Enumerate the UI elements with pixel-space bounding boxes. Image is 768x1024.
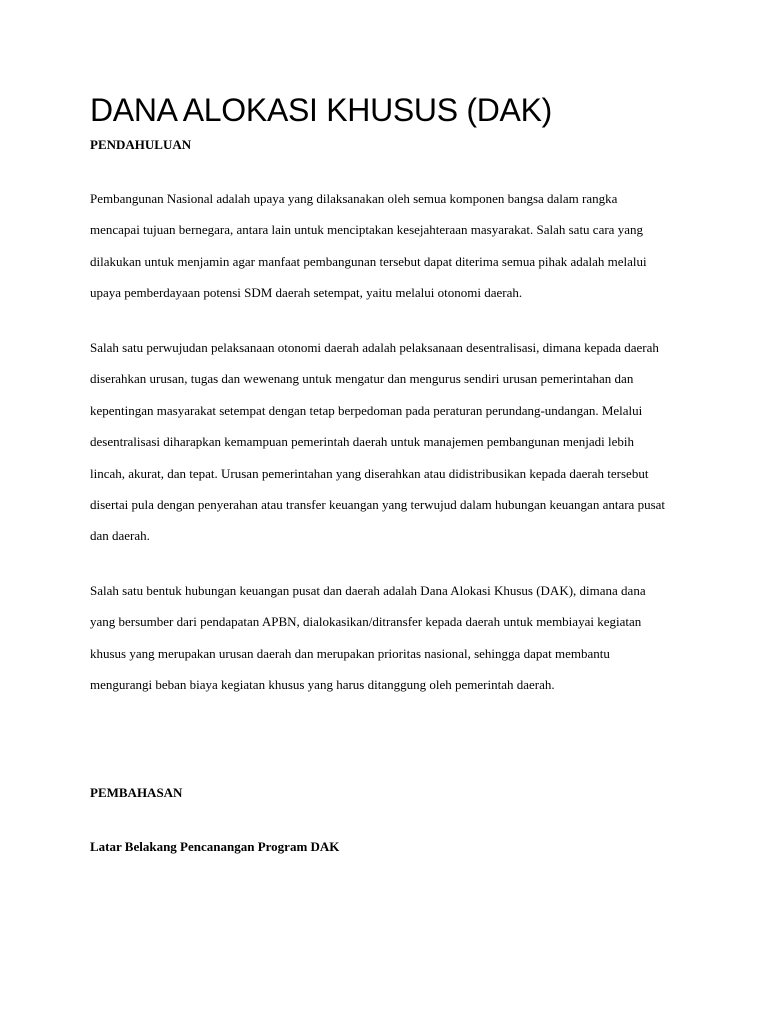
paragraph-line: khusus yang merupakan urusan daerah dan merupakan prioritas nasional, sehingga dapat membantu bbox=[90, 645, 610, 661]
paragraph-line: mencapai tujuan bernegara, antara lain untuk menciptakan kesejahteraan masyarakat. Salah satu cara yang bbox=[90, 222, 643, 238]
paragraph-line: dan daerah. bbox=[90, 528, 150, 544]
paragraph-line: Salah satu bentuk hubungan keuangan pusat dan daerah adalah Dana Alokasi Khusus (DAK), dimana dana bbox=[90, 583, 646, 598]
paragraph-line: upaya pemberdayaan potensi SDM daerah setempat, yaitu melalui otonomi daerah. bbox=[90, 285, 523, 301]
paragraph-line: Pembangunan Nasional adalah upaya yang dilaksanakan oleh semua komponen bangsa dalam rangka bbox=[90, 191, 618, 206]
paragraph-line: lincah, akurat, dan tepat. Urusan pemerintahan yang diserahkan atau didistribusikan kepada daerah tersebut bbox=[90, 465, 649, 481]
paragraph-line: mengurangi beban biaya kegiatan khusus yang harus ditanggung oleh pemerintah daerah. bbox=[90, 677, 555, 693]
subsection-heading: Latar Belakang Pencanangan Program DAK bbox=[90, 839, 340, 854]
paragraph-line: dilakukan untuk menjamin agar manfaat pembangunan tersebut dapat diterima semua pihak adalah melalui bbox=[90, 253, 647, 269]
paragraph-3 bbox=[90, 583, 690, 709]
paragraph-line: Salah satu perwujudan pelaksanaan otonomi daerah adalah pelaksanaan desentralisasi, dimana kepada daerah bbox=[90, 340, 659, 355]
document-title: DANA ALOKASI KHUSUS (DAK) bbox=[90, 92, 552, 128]
paragraph-line: yang bersumber dari pendapatan APBN, dialokasikan/ditransfer kepada daerah untuk membiayai kegiatan bbox=[90, 614, 642, 630]
paragraph-line: kepentingan masyarakat setempat dengan tetap berpedoman pada peraturan perundang-undangan. Melalui bbox=[90, 402, 643, 418]
section-heading-pendahuluan: PENDAHULUAN bbox=[90, 137, 192, 152]
paragraph-2 bbox=[90, 340, 690, 560]
paragraph-line: desentralisasi diharapkan kemampuan pemerintah daerah untuk manajemen pembangunan menjadi lebih bbox=[90, 434, 635, 450]
paragraph-1 bbox=[90, 191, 690, 317]
paragraph-line: disertai pula dengan penyerahan atau transfer keuangan yang terwujud dalam hubungan keuangan antara pusat bbox=[90, 496, 666, 512]
paragraph-line: diserahkan urusan, tugas dan wewenang untuk mengatur dan mengurus sendiri urusan pemerintahan dan bbox=[90, 371, 634, 387]
section-heading-pembahasan: PEMBAHASAN bbox=[90, 785, 183, 800]
